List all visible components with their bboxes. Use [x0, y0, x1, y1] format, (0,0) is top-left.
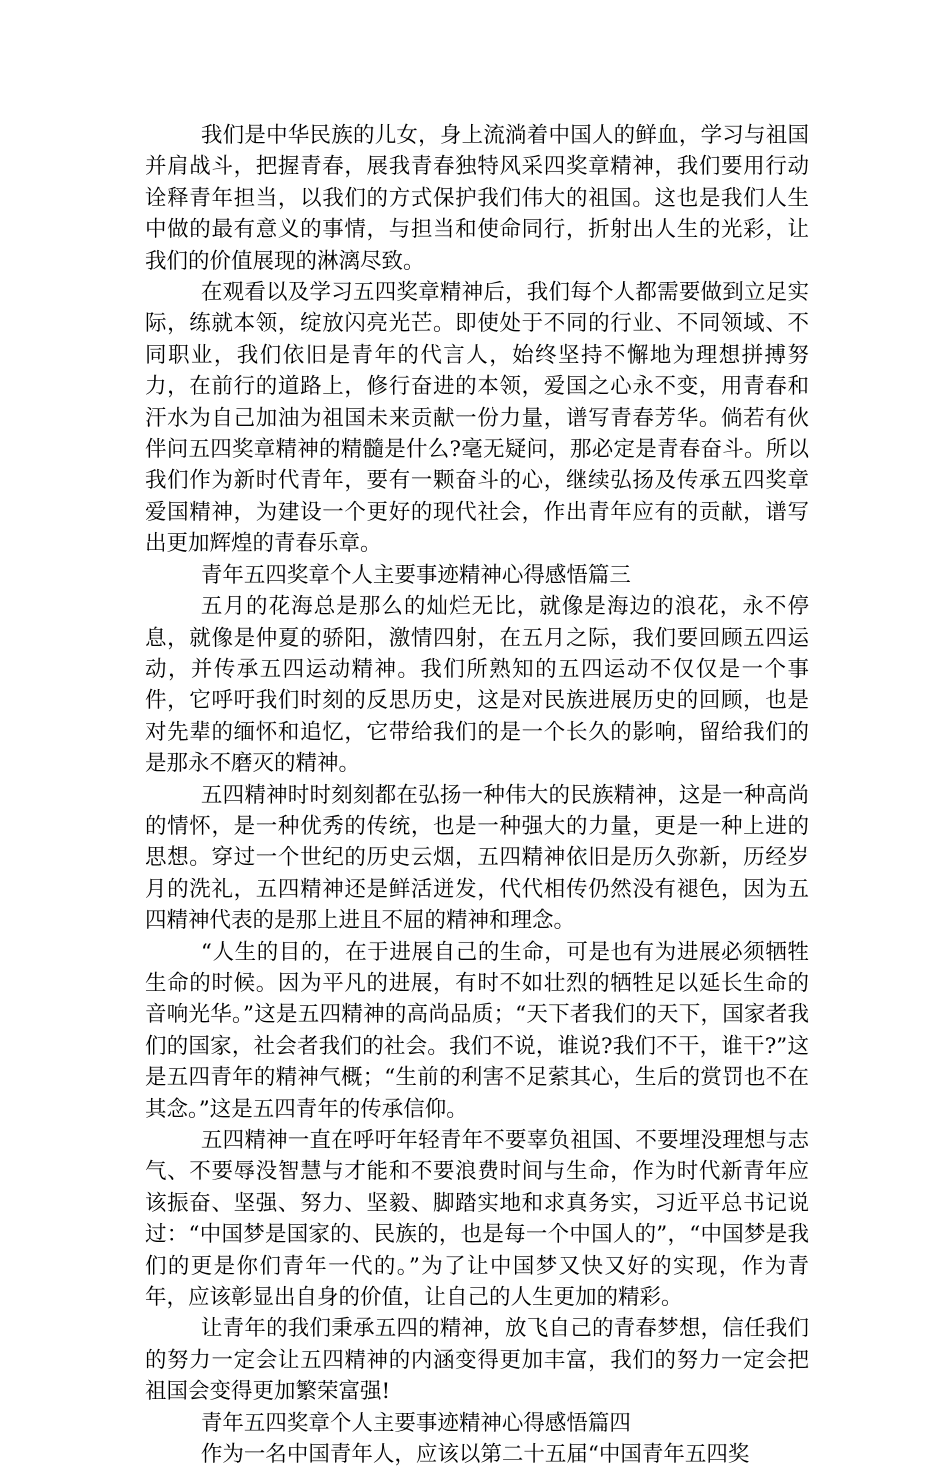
paragraph: “人生的目的，在于进展自己的生命，可是也有为进展必须牺牲生命的时候。因为平凡的进展，有时不如壮烈的牺牲足以延长生命的音响光华。”这是五四精神的高尚品质；“天下者我们的天下，国家者我们的国家，社会者我们的社会。我们不说，谁说?我们不干，谁干?”这是五四青年的精神气概；“生前的利害不足萦其心，生后的赏罚也不在其念。”这是五四青年的传承信仰。	[145, 939, 809, 1122]
section-heading: 青年五四奖章个人主要事迹精神心得感悟篇四	[200, 1410, 631, 1436]
paragraph: 我们是中华民族的儿女，身上流淌着中国人的鲜血，学习与祖国并肩战斗，把握青春，展我青春独特风采四奖章精神，我们要用行动诠释青年担当，以我们的方式保护我们伟大的祖国。这也是我们人生中做的最有意义的事情，与担当和使命同行，折射出人生的光彩，让我们的价值展现的淋漓尽致。	[145, 123, 809, 274]
paragraph: 五月的花海总是那么的灿烂无比，就像是海边的浪花，永不停息，就像是仲夏的骄阳，激情四射，在五月之际，我们要回顾五四运动，并传承五四运动精神。我们所熟知的五四运动不仅仅是一个事件，它呼吁我们时刻的反思历史，这是对民族进展历史的回顾，也是对先辈的缅怀和追忆，它带给我们的是一个长久的影响，留给我们的是那永不磨灭的精神。	[145, 594, 809, 777]
paragraph: 作为一名中国青年人，应该以第二十五届“中国青年五四奖	[200, 1442, 750, 1468]
paragraph: 五四精神时时刻刻都在弘扬一种伟大的民族精神，这是一种高尚的情怀，是一种优秀的传统，也是一种强大的力量，更是一种上进的思想。穿过一个世纪的历史云烟，五四精神依旧是历久弥新，历经岁月的洗礼，五四精神还是鲜活迸发，代代相传仍然没有褪色，因为五四精神代表的是那上进且不屈的精神和理念。	[145, 782, 809, 934]
document-body	[145, 120, 809, 1470]
paragraph: 五四精神一直在呼吁年轻青年不要辜负祖国、不要埋没理想与志气、不要辱没智慧与才能和不要浪费时间与生命，作为时代新青年应该振奋、坚强、努力、坚毅、脚踏实地和求真务实，习近平总书记说过：“中国梦是国家的、民族的，也是每一个中国人的”，“中国梦是我们的更是你们青年一代的。”为了让中国梦又快又好的实现，作为青年，应该彰显出自身的价值，让自己的人生更加的精彩。	[145, 1128, 809, 1311]
section-heading: 青年五四奖章个人主要事迹精神心得感悟篇三	[200, 562, 631, 588]
paragraph: 让青年的我们秉承五四的精神，放飞自己的青春梦想，信任我们的努力一定会让五四精神的内涵变得更加丰富，我们的努力一定会把祖国会变得更加繁荣富强!	[145, 1316, 809, 1405]
paragraph: 在观看以及学习五四奖章精神后，我们每个人都需要做到立足实际，练就本领，绽放闪亮光芒。即使处于不同的行业、不同领域、不同职业，我们依旧是青年的代言人，始终坚持不懈地为理想拼搏努力，在前行的道路上，修行奋进的本领，爱国之心永不变，用青春和汗水为自己加油为祖国未来贡献一份力量，谱写青春芳华。倘若有伙伴问五四奖章精神的精髓是什么?毫无疑问，那必定是青春奋斗。所以我们作为新时代青年，要有一颗奋斗的心，继续弘扬及传承五四奖章爱国精神，为建设一个更好的现代社会，作出青年应有的贡献，谱写出更加辉煌的青春乐章。	[145, 280, 809, 557]
